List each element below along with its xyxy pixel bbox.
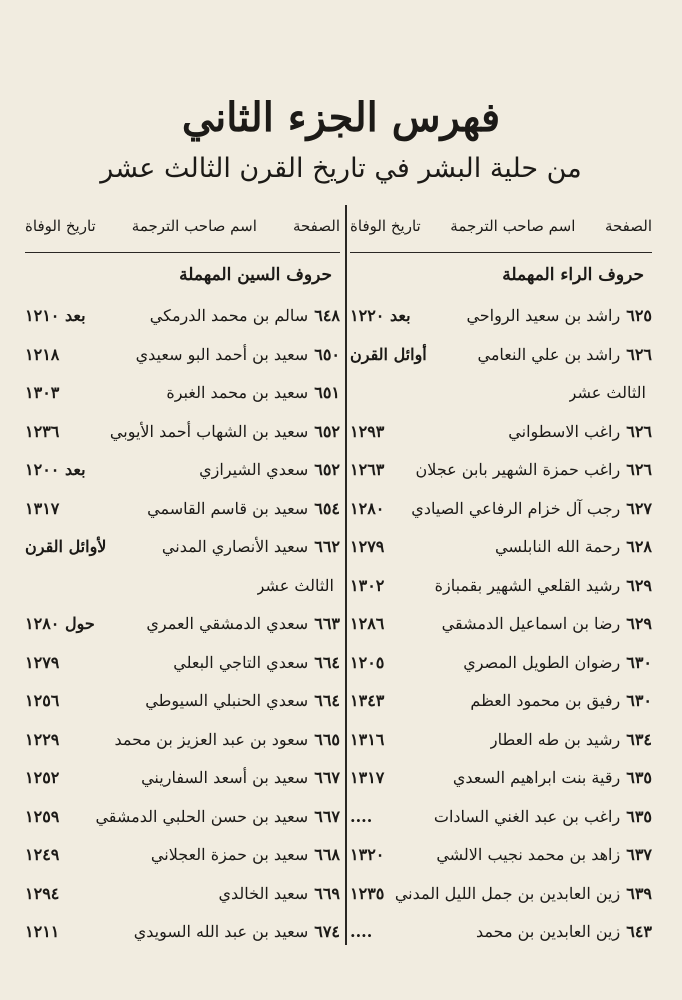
entry-name: سعيد بن قاسم القاسمي [147,498,309,518]
entry-page-number: ٦٣٥ [626,768,652,787]
entry-page-number: ٦٥١ [314,383,340,402]
header-date-label: تاريخ الوفاة [25,217,96,235]
entry-name: سعيد بن أحمد البو سعيدي [135,344,309,364]
index-entry [25,336,340,375]
index-entry [25,297,340,336]
entry-main [569,374,652,413]
entry-page-number: ٦٢٥ [626,306,652,325]
entry-name: رقية بنت ابراهيم السعدي [452,768,621,787]
entry-name: رشيد القلعي الشهير بقمبازة [434,575,621,595]
entry-main [490,721,652,760]
entry-death-date: بعد ١٢١٠ [25,306,86,325]
entry-page-number: ٦٧٤ [314,922,340,941]
entry-death-date: ١٢٩٣ [350,421,385,441]
entry-main [147,490,340,529]
entry-main [395,875,652,914]
entry-name: سعيد بن الشهاب أحمد الأيوبي [109,421,309,441]
entry-page-number: ٦٢٦ [626,421,652,441]
index-entry [350,605,652,644]
entry-page-number: ٦٤٨ [314,306,340,325]
entry-death-date: ١٢٧٩ [350,537,385,556]
entry-name: زين العابدين بن محمد [476,922,621,941]
index-entry [350,490,652,529]
index-entry [350,336,652,375]
index-entry [350,798,652,837]
entry-page-number: ٦٣٩ [626,883,652,903]
entry-name: رحمة الله النابلسي [495,537,621,556]
entry-name: سعيد الأنصاري المدني [161,537,309,556]
entry-main [453,759,652,798]
entry-page-number: ٦٦٧ [314,768,340,787]
index-entry [350,721,652,760]
entry-page-number: ٦٤٣ [626,922,652,941]
index-entry [350,759,652,798]
entry-name: سعدي التاجي البعلي [173,652,309,672]
entry-main [115,721,340,760]
entry-death-date: ١٣١٧ [25,498,60,518]
entry-page-number: ٦٦٢ [314,537,340,556]
header-page-label: الصفحة [292,217,340,235]
left-column-header [25,200,340,253]
entry-name: سعدي الدمشقي العمري [146,614,309,633]
index-entry [350,644,652,683]
entry-page-number: ٦٢٦ [626,460,652,479]
entry-main [476,913,652,952]
index-entry [25,759,340,798]
index-entry [350,836,652,875]
entry-death-date: ١٢٩٤ [25,883,60,903]
index-entry [350,682,652,721]
entry-name: الثالث عشر [568,383,646,402]
entry-name: الثالث عشر [256,575,334,595]
entry-page-number: ٦٢٧ [626,498,652,518]
entry-main [162,528,340,567]
entry-death-date: بعد ١٢٠٠ [25,460,86,479]
entry-main [463,644,652,683]
index-entry [25,721,340,760]
entry-death-date: ١٢٢٩ [25,729,60,749]
entry-death-date: لأوائل القرن [25,537,107,556]
index-entry [25,875,340,914]
entry-name: راغب الاسطواني [508,421,621,441]
entry-page-number: ٦٦٩ [314,883,340,903]
index-entry [350,374,652,413]
entry-death-date: ١٣٤٣ [350,691,385,710]
entry-main [141,759,340,798]
index-entry [350,413,652,452]
entry-death-date: .... [350,922,373,941]
entry-name: سعيد بن عبد الله السويدي [133,922,309,941]
entry-death-date: ١٣٢٠ [350,845,385,864]
entry-page-number: ٦٥٤ [314,498,340,518]
index-entry [350,528,652,567]
index-entry [25,451,340,490]
entry-main [95,798,340,837]
entry-name: رضوان الطويل المصري [463,652,621,672]
entry-name: سعيد بن حمزة العجلاني [150,845,309,864]
entry-main [508,413,652,452]
entry-page-number: ٦٥٢ [314,421,340,441]
entry-death-date: ١٢٧٩ [25,652,60,672]
entry-name: سعدي الحنبلي السيوطي [145,691,309,710]
entry-name: راغب حمزة الشهير بابن عجلان [415,460,621,479]
entry-death-date: ١٢١٨ [25,344,60,364]
entry-main [173,644,340,683]
entry-death-date: ١٢٥٦ [25,691,60,710]
entry-page-number: ٦٦٥ [314,729,340,749]
entry-main [110,413,340,452]
entry-main [146,605,340,644]
entry-main [435,567,652,606]
entry-death-date: ١٢٨٦ [350,614,385,633]
entry-death-date: ١٢٣٦ [25,421,60,441]
entry-main [434,798,652,837]
entry-page-number: ٦٣٥ [626,806,652,826]
entry-page-number: ٦٣٠ [626,691,652,710]
entry-page-number: ٦٢٩ [626,614,652,633]
entry-name: رفيق بن محمود العظم [470,691,621,710]
entry-name: راشد بن علي النعامي [477,344,621,364]
page-title: فهرس الجزء الثاني [181,94,501,141]
entry-main [134,913,340,952]
right-column-header [350,200,652,253]
entry-main [136,336,340,375]
index-entry [25,682,340,721]
entry-page-number: ٦٢٩ [626,575,652,595]
entry-page-number: ٦٥٠ [314,344,340,364]
entry-page-number: ٦٣٤ [626,729,652,749]
entry-death-date: ١٢٨٠ [350,498,385,518]
entry-name: راشد بن سعيد الرواحي [466,306,621,325]
header-date-label: تاريخ الوفاة [350,217,421,235]
index-entry [350,297,652,336]
index-entry [25,567,340,606]
entry-main [145,682,340,721]
entry-death-date: ١٢٤٩ [25,845,60,864]
page-subtitle: من حلية البشر في تاريخ القرن الثالث عشر [100,153,582,184]
left-column [25,200,340,952]
entry-name: رجب آل خزام الرفاعي الصيادي [411,498,621,518]
entry-name: سعيد بن أسعد السفاريني [141,768,309,787]
entry-main [218,875,340,914]
entry-main [442,605,652,644]
entry-main [166,374,340,413]
entry-main [478,336,652,375]
entry-page-number: ٦٢٨ [626,537,652,556]
right-section-title: حروف الراء المهملة [502,265,644,285]
right-rows [350,297,652,952]
entry-page-number: ٦٦٨ [314,845,340,864]
entry-main [495,528,652,567]
entry-death-date: ١٢٦٣ [350,460,385,479]
entry-death-date: بعد ١٢٢٠ [350,306,411,325]
entry-death-date: ١٢٥٢ [25,768,60,787]
entry-page-number: ٦٦٧ [314,806,340,826]
entry-main [470,682,652,721]
entry-name: سعدي الشيرازي [199,460,309,479]
index-entry [25,836,340,875]
entry-main [466,297,652,336]
entry-death-date: ١٣١٧ [350,768,385,787]
header-name-label: اسم صاحب الترجمة [450,217,576,235]
index-entry [25,413,340,452]
right-column [350,200,652,952]
entry-death-date: .... [350,806,373,826]
column-divider [345,205,347,945]
index-entry [25,490,340,529]
entry-death-date: ١٣٠٣ [25,383,60,402]
entry-page-number: ٦٣٧ [626,845,652,864]
index-entry [350,451,652,490]
entry-main [199,451,340,490]
entry-main [151,836,340,875]
entry-page-number: ٦٢٦ [626,344,652,364]
index-entry [25,605,340,644]
entry-name: راغب بن عبد الغني السادات [433,806,621,826]
entry-name: رضا بن اسماعيل الدمشقي [441,614,621,633]
entry-name: سعيد بن حسن الحلبي الدمشقي [95,806,309,826]
entry-death-date: ١٢٠٥ [350,652,385,672]
entry-death-date: ١٣٠٢ [350,575,385,595]
entry-name: زاهد بن محمد نجيب الالشي [436,845,621,864]
index-entry [25,528,340,567]
index-entry [25,374,340,413]
entry-death-date: ١٢٣٥ [350,883,385,903]
entry-main [411,490,652,529]
left-rows [25,297,340,952]
entry-death-date: أوائل القرن [350,344,427,364]
entry-main [436,836,652,875]
entry-name: سالم بن محمد الدرمكي [149,306,309,325]
header-name-label: اسم صاحب الترجمة [131,217,257,235]
entry-main [257,567,340,606]
entry-death-date: ١٢١١ [25,922,60,941]
index-entry [25,913,340,952]
entry-name: سعيد الخالدي [218,883,309,903]
entry-death-date: ١٣١٦ [350,729,385,749]
index-entry [350,567,652,606]
entry-page-number: ٦٥٢ [314,460,340,479]
entry-name: سعود بن عبد العزيز بن محمد [114,729,309,749]
header-page-label: الصفحة [604,217,652,235]
entry-page-number: ٦٦٤ [314,691,340,710]
entry-main [416,451,652,490]
index-entry [350,913,652,952]
index-entry [350,875,652,914]
entry-name: رشيد بن طه العطار [489,729,621,749]
entry-name: زين العابدين بن جمل الليل المدني [394,883,621,903]
entry-main [150,297,340,336]
entry-page-number: ٦٦٣ [314,614,340,633]
index-entry [25,644,340,683]
entry-page-number: ٦٣٠ [626,652,652,672]
entry-death-date: حول ١٢٨٠ [25,614,95,633]
entry-page-number: ٦٦٤ [314,652,340,672]
entry-name: سعيد بن محمد الغبرة [166,383,309,402]
entry-death-date: ١٢٥٩ [25,806,60,826]
index-entry [25,798,340,837]
left-section-title: حروف السين المهملة [179,265,332,285]
